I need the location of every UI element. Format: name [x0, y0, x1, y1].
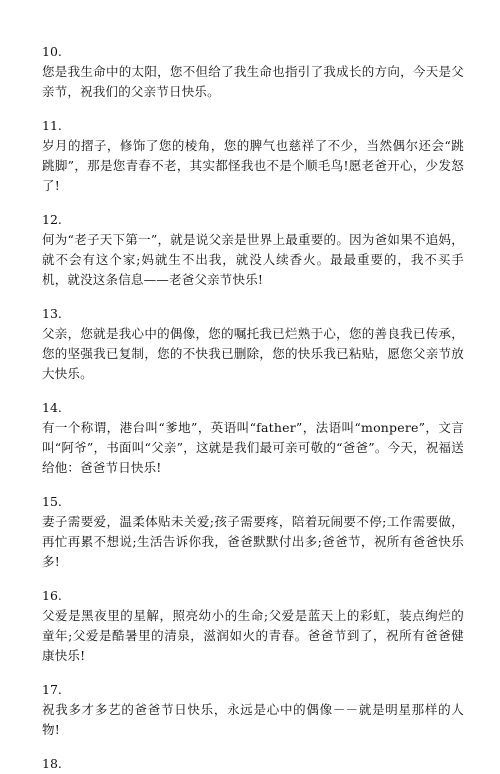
list-item [42, 116, 464, 196]
entry-text: 有一个称谓，港台叫“爹地”，英语叫“father”，法语叫“monpere”，文言叫“阿爷”，书面叫“父亲”，这就是我们最可亲可敬的“爸爸”。今天，祝福送给他：爸爸节日快乐! [42, 420, 464, 475]
entry-text: 祝我多才多艺的爸爸节日快乐，永远是心中的偶像－－就是明星那样的人物! [42, 702, 464, 737]
list-item [42, 304, 464, 384]
list-item [42, 492, 464, 572]
entry-number: 12. [42, 212, 62, 227]
entry-text: 妻子需要爱，温柔体贴未关爱;孩子需要疼，陪着玩闹要不停;工作需要做，再忙再累不想说;生活告诉你我，爸爸默默付出多;爸爸节，祝所有爸爸快乐多! [42, 514, 464, 569]
list-item [42, 586, 464, 666]
entry-text: 岁月的摺子，修饰了您的棱角，您的脾气也慈祥了不少，当然偶尔还会“跳跳脚”，那是您青春不老，其实都怪我也不是个顺毛鸟!愿老爸开心，少发怒了! [42, 138, 464, 193]
list-item [42, 210, 464, 290]
entry-number: 16. [42, 588, 62, 603]
entry-number: 17. [42, 682, 62, 697]
entry-number: 13. [42, 306, 62, 321]
entry-number: 18. [42, 756, 62, 771]
list-item [42, 398, 464, 478]
entry-text: 何为“老子天下第一”，就是说父亲是世界上最重要的。因为爸如果不追妈，就不会有这个家;妈就生不出我，就没人续香火。最最重要的，我不买手机，就没这条信息——老爸父亲节快乐! [42, 232, 464, 287]
entry-text: 父亲，您就是我心中的偶像，您的嘱托我已烂熟于心，您的善良我已传承，您的坚强我已复制，您的不快我已删除，您的快乐我已粘贴，愿您父亲节放大快乐。 [42, 326, 464, 381]
list-item [42, 42, 464, 102]
list-item [42, 754, 464, 774]
entry-number: 14. [42, 400, 62, 415]
list-item [42, 680, 464, 740]
entry-number: 15. [42, 494, 62, 509]
entry-number: 11. [42, 118, 62, 133]
entry-text: 父爱是黑夜里的星解，照亮幼小的生命;父爱是蓝天上的彩虹，装点绚烂的童年;父爱是酷暑里的清泉，滋润如火的青春。爸爸节到了，祝所有爸爸健康快乐! [42, 608, 464, 663]
entry-text: 您是我生命中的太阳，您不但给了我生命也指引了我成长的方向，今天是父亲节，祝我们的父亲节日快乐。 [42, 64, 464, 99]
entry-number: 10. [42, 44, 62, 59]
